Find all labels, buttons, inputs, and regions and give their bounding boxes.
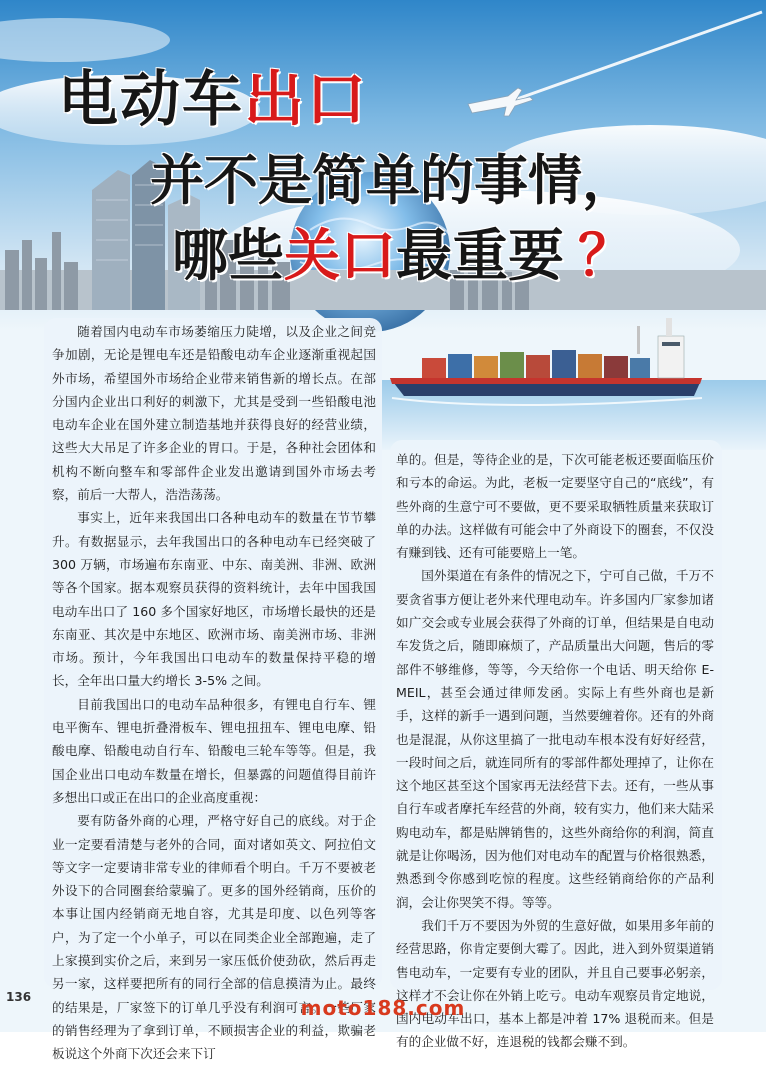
article-paragraph: 国外渠道在有条件的情况之下，宁可自己做，千万不要贪省事方便让老外来代理电动车。许多国内厂家参加诸如广交会或专业展会获得了外商的订单，但结果是自电动车发货之后，随即麻烦了，产品质量出大问题，售后的零部件不够维修，等等，今天给你一个电话、明天给你 E-MEIL，甚至会通过律师发函。实际上有些外商也是新手，这样的新手一遇到问题，当然要缠着你。还有的外商也是混混，从你这里搞了一批电动车根本没有好好经营，一段时间之后，就连同所有的零部件都处理掉了，让你在这个地区甚至这个国家再无法经营下去。还有，一些从事自行车或者摩托车经营的外商，较有实力，他们来大陆采购电动车，都是贴牌销售的，这些外商给你的利润，简直就是让你喝汤，因为他们对电动车的配置与价格很熟悉，熟悉到令你感到吃惊的程度。这些经销商给你的产品利润，会让你哭笑不得。等等。 bbox=[396, 568, 714, 910]
headline-highlight: 关口 bbox=[284, 223, 396, 289]
article-paragraph: 单的。但是，等待企业的是，下次可能老板还要面临压价和亏本的命运。为此，老板一定要坚守自己的“底线”，有些外商的生意宁可不要做，更不要采取牺牲质量来获取订单的办法。这样做有可能会中了外商设下的圈套，不仅没有赚到钱、还有可能要赔上一笔。 bbox=[396, 452, 714, 561]
headline-line-2: 并不是简单的事情， bbox=[150, 148, 636, 212]
headline-part: 最重要 bbox=[396, 223, 564, 289]
question-mark: ？ bbox=[578, 223, 634, 289]
article-paragraph: 随着国内电动车市场萎缩压力陡增，以及企业之间竞争加剧，无论是锂电车还是铅酸电动车企业逐渐重视起国外市场，希望国外市场给企业带来销售新的增长点。在部分国内企业出口利好的刺激下，尤其是受到一些铅酸电池电动车企业在国外建立制造基地并获得良好的经营业绩，这些大大吊足了许多企业的胃口。于是，各种社会团体和机构不断向整车和零部件企业发出邀请到国外市场去考察，前后一大帮人，浩浩荡荡。 bbox=[52, 324, 376, 503]
article-left-column bbox=[52, 320, 376, 1066]
page-number: 136 bbox=[6, 990, 32, 1004]
headline-line-1 bbox=[58, 52, 368, 138]
article-paragraph: 我们千万不要因为外贸的生意好做，如果用多年前的经营思路，你肯定要倒大霉了。因此，进入到外贸渠道销售电动车，一定要有专业的团队，并且自己要事必躬亲，这样才不会让你在外销上吃亏。电动车观察员肯定地说，国内电动车出口，基本上都是冲着 17% 退税而来。但是有的企业做不好，连退税的钱都会赚不到。 bbox=[396, 917, 714, 1050]
article-paragraph: 目前我国出口的电动车品种很多，有锂电自行车、锂电平衡车、锂电折叠滑板车、锂电扭扭车、锂电电摩、铅酸电摩、铅酸电动自行车、铅酸电三轮车等等。但是，我国企业出口电动车数量在增长，但暴露的问题值得目前许多想出口或正在出口的企业高度重视： bbox=[52, 696, 376, 805]
headline-part: 哪些 bbox=[172, 223, 284, 289]
airplane-image bbox=[468, 12, 762, 116]
site-url[interactable]: moto188.com bbox=[300, 996, 466, 1020]
headline-highlight: 出口 bbox=[244, 65, 368, 135]
headline-part: 电动车 bbox=[58, 65, 244, 135]
cargo-ship-image bbox=[382, 300, 766, 450]
article-paragraph: 要有防备外商的心理，严格守好自己的底线。对于企业一定要看清楚与老外的合同，面对诸如英文、阿拉伯文等文字一定要请非常专业的律师看个明白。千万不要被老外设下的合同圈套给蒙骗了。更多的国外经销商，压价的本事让国内经销商无地自容，尤其是印度、以色列等客户，为了定一个小单子，可以在同类企业全部跑遍，走了上家摸到实价之后，来到另一家压低价使劲砍，然后再走另一家，这样要把所有的同行全部的信息摸清为止。最终的结果是，厂家签下的订单几乎没有利润可言。一些厂家的销售经理为了拿到订单，不顾损害企业的利益，欺骗老板说这个外商下次还会来下订 bbox=[52, 813, 376, 1062]
article-right-column bbox=[396, 448, 714, 1054]
article-paragraph: 事实上，近年来我国出口各种电动车的数量在节节攀升。有数据显示，去年我国出口的各种电动车已经突破了 300 万辆，市场遍布东南亚、中东、南美洲、非洲、欧洲等各个国家。据本观察员获得的资料统计，去年中国我国电动车出口了 160 多个国家好地区，市场增长最快的还是东南亚、其次是中东地区、欧洲市场、南美洲市场、非洲市场。预计，今年我国出口电动车的数量保持平稳的增长，全年出口量大约增长 3-5% 之间。 bbox=[52, 510, 376, 689]
headline-line-3 bbox=[172, 212, 634, 292]
